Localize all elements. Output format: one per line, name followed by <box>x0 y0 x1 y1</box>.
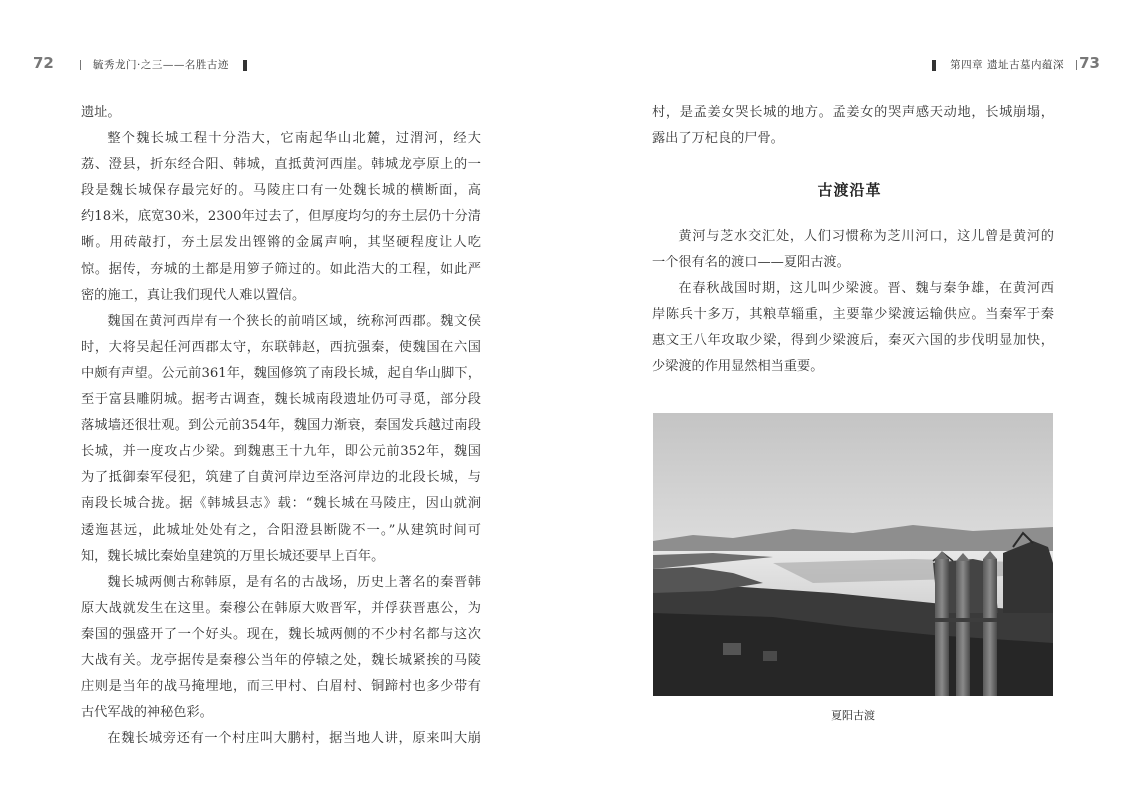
text-line: 晰。用砖敲打，夯土层发出铿锵的金属声响，其坚硬程度让人吃 <box>81 235 481 251</box>
block-mark <box>243 60 247 71</box>
text-line: 一个很有名的渡口——夏阳古渡。 <box>652 255 850 271</box>
right-body-text <box>652 224 1054 381</box>
text-line: 少梁渡的作用显然相当重要。 <box>652 359 824 375</box>
text-line: 约18米，底宽30米，2300年过去了，但厚度均匀的夯土层仍十分清 <box>81 209 481 225</box>
text-line: 黄河与芝水交汇处，人们习惯称为芝川河口，这儿曾是黄河的 <box>678 229 1054 244</box>
text-line: 荔、澄县，折东经合阳、韩城，直抵黄河西崖。韩城龙亭原上的一 <box>81 157 481 173</box>
running-head <box>926 57 1077 72</box>
running-head <box>80 57 253 72</box>
text-line: 露出了万杞良的尸骨。 <box>652 131 784 147</box>
text-line: 村，是孟姜女哭长城的地方。孟姜女的哭声感天动地，长城崩塌， <box>652 105 1054 120</box>
text-line: 秦国的强盛开了一个好头。现在，魏长城两侧的不少村名都与这次 <box>81 626 481 642</box>
text-line: 长城，并一度攻占少梁。到魏惠王十九年，即公元前352年，魏国 <box>81 444 481 460</box>
running-head-text: 毓秀龙门·之三——名胜古迹 <box>93 59 229 71</box>
text-line: 在春秋战国时期，这儿叫少梁渡。晋、魏与秦争雄，在黄河西 <box>678 281 1054 297</box>
photo-caption: 夏阳古渡 <box>831 709 875 722</box>
text-line: 惊。据传，夯城的土都是用箩子筛过的。如此浩大的工程，如此严 <box>81 261 481 277</box>
text-line: 大战有关。龙亭据传是秦穆公当年的停辕之处，魏长城紧挨的马陵 <box>81 652 481 668</box>
right-top-text <box>652 100 1054 152</box>
text-line: 整个魏长城工程十分浩大，它南起华山北麓，过渭河，经大 <box>107 131 481 147</box>
text-line: 魏长城两侧古称韩原，是有名的古战场，历史上著名的秦晋韩 <box>107 574 481 590</box>
text-line: 密的施工，真让我们现代人难以置信。 <box>81 287 306 303</box>
page-number: 73 <box>1079 54 1100 72</box>
block-mark <box>932 60 936 71</box>
page-number: 72 <box>33 54 54 72</box>
section-title: 古渡沿革 <box>817 181 882 199</box>
text-line: 为了抵御秦军侵犯，筑建了自黄河岸边至洛河岸边的北段长城，与 <box>81 470 481 486</box>
text-line: 原大战就发生在这里。秦穆公在韩原大败晋军，并俘获晋惠公，为 <box>81 600 481 616</box>
text-line: 至于富县雕阴城。据考古调查，魏长城南段遗址仍可寻觅，部分段 <box>81 392 481 408</box>
text-line: 逶迤甚远，此城址处处有之，合阳澄县断陇不一。”从建筑时间可 <box>81 522 481 538</box>
text-line: 中颇有声望。公元前361年，魏国修筑了南段长城，起自华山脚下， <box>81 365 481 381</box>
text-line: 遗址。 <box>81 105 121 120</box>
text-line: 在魏长城旁还有一个村庄叫大鹏村，据当地人讲，原来叫大崩 <box>107 731 481 747</box>
separator-bar <box>1076 60 1077 70</box>
text-line: 岸陈兵十多万，其粮草辎重，主要靠少梁渡运输供应。当秦军于秦 <box>652 307 1054 323</box>
text-line: 时，大将吴起任河西郡太守，东联韩赵，西抗强秦，使魏国在六国 <box>81 339 481 355</box>
running-head-text: 第四章 遗址古墓内蕴深 <box>950 59 1064 71</box>
text-line: 惠文王八年攻取少梁，得到少梁渡后，秦灭六国的步伐明显加快， <box>652 333 1054 349</box>
left-page <box>0 0 566 799</box>
text-line: 知，魏长城比秦始皇建筑的万里长城还要早上百年。 <box>81 548 385 564</box>
text-line: 落城墙还很壮观。到公元前354年，魏国力渐衰，秦国发兵越过南段 <box>81 418 481 434</box>
text-line: 魏国在黄河西岸有一个狭长的前哨区域，统称河西郡。魏文侯 <box>107 313 481 329</box>
text-line: 南段长城合拢。据《韩城县志》载：“魏长城在马陵庄，因山就涧 <box>81 496 481 512</box>
separator-bar <box>80 60 81 70</box>
left-body-text <box>81 100 481 752</box>
text-line: 段是魏长城保存最完好的。马陵庄口有一处魏长城的横断面，高 <box>81 183 481 199</box>
right-page <box>566 0 1133 799</box>
river-photo <box>653 413 1053 696</box>
text-line: 古代军战的神秘色彩。 <box>81 705 213 721</box>
text-line: 庄则是当年的战马掩埋地，而三甲村、白眉村、铜蹄村也多少带有 <box>81 679 481 695</box>
